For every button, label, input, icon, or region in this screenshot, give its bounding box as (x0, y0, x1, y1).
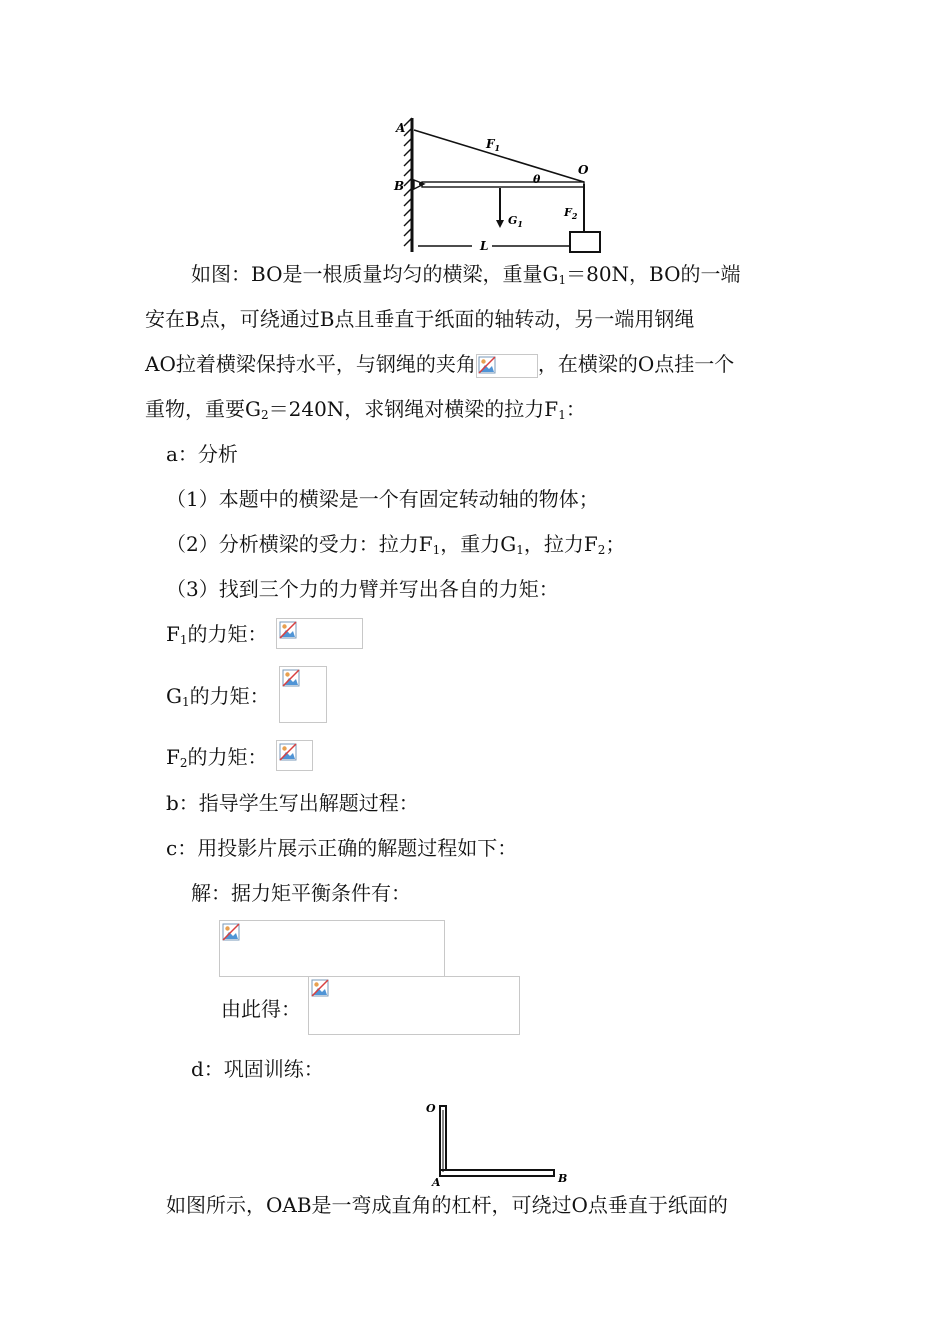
label-g1: $G_1$ (508, 214, 523, 229)
guide-step-b: b：指导学生写出解题过程： (166, 791, 419, 815)
g1-torque-formula-image (279, 666, 327, 723)
analysis-step-1: （1）本题中的横梁是一个有固定转动轴的物体； (166, 487, 599, 511)
next-problem-line: 如图所示，OAB是一弯成直角的杠杆，可绕过O点垂直于纸面的 (166, 1193, 728, 1217)
solution-intro: 解：据力矩平衡条件有： (191, 881, 411, 905)
therefore-label: 由此得： (221, 997, 301, 1021)
balance-equation-image (219, 920, 445, 977)
problem-line-3: AO拉着横梁保持水平，与钢绳的夹角 ，在横梁的O点挂一个 (145, 352, 735, 376)
f2-torque-formula-image (276, 740, 313, 771)
problem-line-1: 如图：BO是一根质量均匀的横梁，重量$G_1=80N$，BO的一端 (191, 262, 741, 287)
problem-line-4: 重物，重要$G_2=240N$，求钢绳对横梁的拉力$F_1$： (145, 397, 586, 422)
result-equation-image (308, 976, 520, 1035)
label-f2: $F_2$ (564, 206, 578, 221)
lever-label-o: O (426, 1102, 436, 1115)
guide-step-d: d：巩固训练： (191, 1057, 324, 1081)
broken-image-icon (222, 923, 240, 941)
label-f1: $F_1$ (486, 137, 501, 153)
lever-label-a: A (432, 1176, 441, 1189)
guide-step-c: c：用投影片展示正确的解题过程如下： (166, 836, 518, 860)
broken-image-icon (282, 669, 300, 687)
analysis-heading: a：分析 (166, 442, 238, 466)
theta-formula-image (476, 354, 538, 378)
label-theta: θ (533, 173, 541, 186)
label-o: O (578, 163, 589, 177)
f2-torque-label: $F_2$的力矩： (166, 745, 268, 770)
broken-image-icon (279, 743, 297, 761)
f1-torque-formula-image (276, 618, 363, 649)
analysis-step-3: （3）找到三个力的力臂并写出各自的力矩： (166, 577, 559, 601)
problem-line-2: 安在B点，可绕通过B点且垂直于纸面的轴转动，另一端用钢绳 (145, 307, 695, 331)
analysis-step-2: （2）分析横梁的受力：拉力$F_1$，重力$G_1$，拉力$F_2$； (166, 532, 626, 557)
g1-torque-label: $G_1$的力矩： (166, 684, 270, 709)
bent-lever-diagram (424, 1098, 574, 1190)
broken-image-icon (478, 356, 496, 374)
broken-image-icon (279, 621, 297, 639)
label-b: B (394, 179, 405, 193)
beam-diagram (388, 112, 618, 258)
label-l: L (480, 239, 489, 253)
f1-torque-label: $F_1$的力矩： (166, 622, 268, 647)
label-a: A (396, 121, 406, 135)
broken-image-icon (311, 979, 329, 997)
lever-label-b: B (558, 1172, 568, 1185)
